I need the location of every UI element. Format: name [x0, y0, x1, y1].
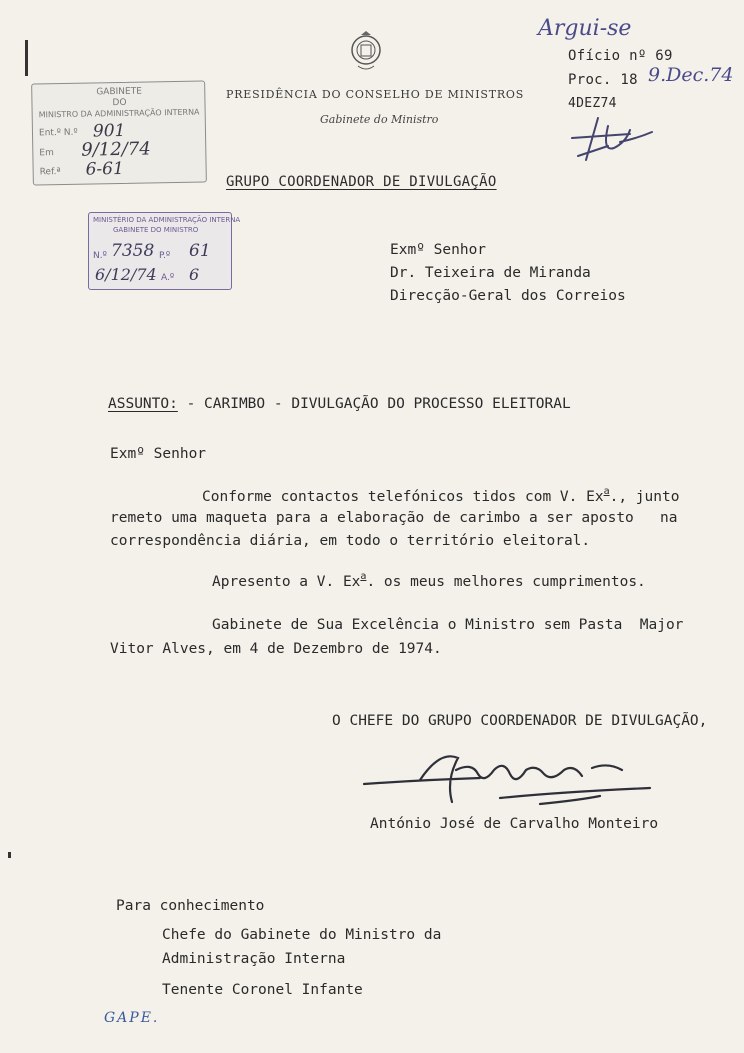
proc-number: Proc. 18: [568, 72, 638, 88]
footer-note: GAPE.: [104, 1010, 160, 1026]
subject-text: - CARIMBO - DIVULGAÇÃO DO PROCESSO ELEITORAL: [186, 396, 571, 412]
signature-title: O CHEFE DO GRUPO COORDENADOR DE DIVULGAÇÃO,: [332, 713, 708, 729]
binding-mark: [25, 40, 28, 76]
stamp-gabinete-entry-label: Ent.º N.º: [38, 127, 78, 139]
margin-mark: [8, 852, 11, 858]
stamp-ministerio: [88, 212, 241, 290]
paragraph-1-line-2: remeto uma maqueta para a elaboração de carimbo a ser aposto na: [110, 510, 678, 526]
paragraph-1-line-1: [202, 486, 679, 505]
paragraph-2: [212, 571, 646, 590]
p1-text-a: Conforme contactos telefónicos tidos com V. Ex: [202, 489, 604, 505]
stamp-ministerio-title-1: MINISTÉRIO DA ADMINISTRAÇÃO INTERNA: [93, 216, 241, 224]
p2-superscript: a: [360, 571, 367, 582]
group-title: GRUPO COORDENADOR DE DIVULGAÇÃO: [226, 174, 497, 190]
stamp-ministerio-number-value: 7358: [111, 241, 155, 261]
stamp-gabinete-date-value: 9/12/74: [81, 138, 151, 161]
stamp-gabinete: [31, 80, 207, 185]
addressee-salutation: Exmº Senhor: [390, 242, 487, 258]
distribution-line-1: Chefe do Gabinete do Ministro da: [162, 927, 442, 943]
distribution-line-3: Tenente Coronel Infante: [162, 982, 363, 998]
p1-superscript: a: [603, 486, 610, 497]
paragraph-3-line-2: Vitor Alves, em 4 de Dezembro de 1974.: [110, 641, 442, 657]
stamp-gabinete-entry-value: 901: [92, 120, 126, 142]
greeting: Exmº Senhor: [110, 446, 207, 462]
paragraph-1-line-3: correspondência diária, em todo o território eleitoral.: [110, 533, 591, 549]
stamp-gabinete-title-1: GABINETE: [96, 86, 142, 98]
stamp-ministerio-p-label: P.º: [159, 251, 171, 261]
stamp-ministerio-a-value: 6: [189, 265, 200, 284]
handwritten-header-note: Argui-se: [538, 16, 632, 41]
p1-text-b: ., junto: [609, 489, 680, 505]
stamp-ministerio-p-value: 61: [189, 241, 211, 261]
p2-text-a: Apresento a V. Ex: [212, 574, 361, 590]
distribution-heading: Para conhecimento: [116, 898, 265, 914]
stamp-ministerio-date-value: 6/12/74: [95, 265, 157, 284]
addressee-name: Dr. Teixeira de Miranda: [390, 265, 591, 281]
date-stamp: 4DEZ74: [568, 96, 617, 111]
stamp-ministerio-number-label: N.º: [93, 251, 107, 261]
subject-line: [108, 396, 571, 412]
coat-of-arms-emblem: [348, 28, 384, 72]
stamp-ministerio-a-label: A.º: [161, 273, 175, 283]
p2-text-b: . os meus melhores cumprimentos.: [366, 574, 646, 590]
proc-handwritten-date: 9.Dec.74: [648, 64, 734, 86]
stamp-gabinete-title-3: MINISTRO DA ADMINISTRAÇÃO INTERNA: [38, 107, 200, 120]
office-name: Gabinete do Ministro: [320, 113, 439, 126]
paragraph-3-line-1: Gabinete de Sua Excelência o Ministro sem Pasta Major: [212, 617, 684, 633]
subject-label: ASSUNTO:: [108, 396, 178, 412]
institution-name: PRESIDÊNCIA DO CONSELHO DE MINISTROS: [226, 88, 525, 101]
stamp-gabinete-title-2: DO: [112, 97, 127, 109]
distribution-line-2: Administração Interna: [162, 951, 346, 967]
addressee-org: Direcção-Geral dos Correios: [390, 288, 626, 304]
stamp-gabinete-date-label: Em: [39, 148, 54, 159]
stamp-gabinete-ref-value: 6-61: [85, 158, 125, 180]
handwritten-initials: [568, 112, 658, 166]
oficio-number: Ofício nº 69: [568, 48, 673, 64]
stamp-ministerio-title-2: GABINETE DO MINISTRO: [113, 226, 199, 234]
stamp-gabinete-ref-label: Ref.ª: [39, 167, 61, 178]
handwritten-signature: [360, 740, 660, 820]
signatory-name: António José de Carvalho Monteiro: [370, 816, 659, 832]
